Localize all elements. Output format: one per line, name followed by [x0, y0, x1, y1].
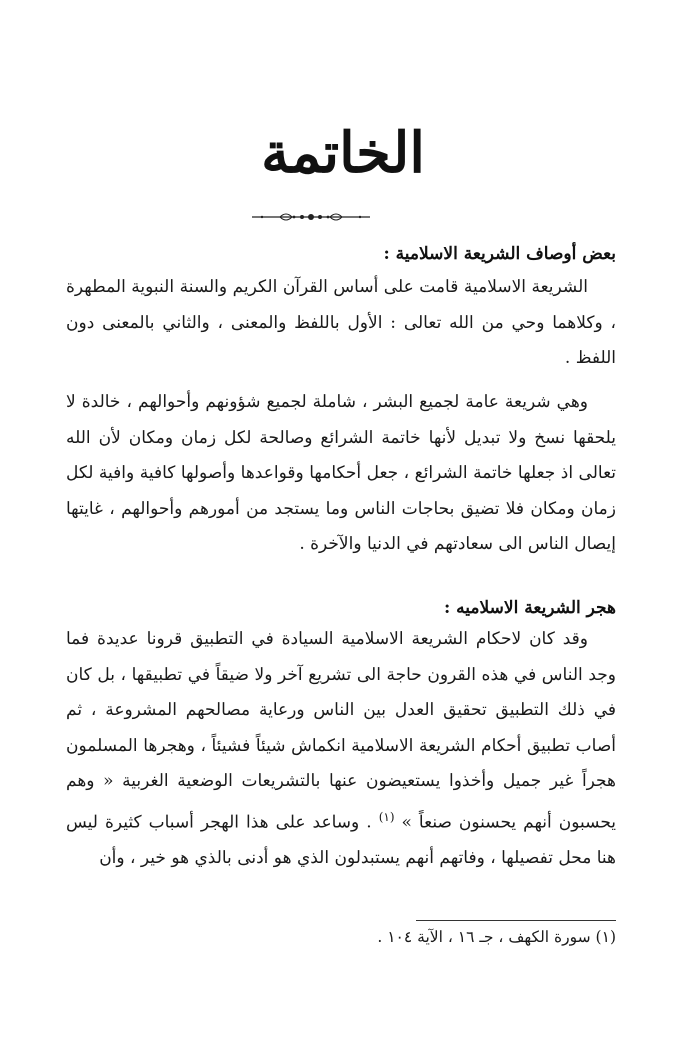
- paragraph-abandonment-text-b: . وساعد على هذا الهجر أسباب كثيرة ليس هنا محل تفصيلها ، وفاتهم أنهم يستبدلون الذي هو أدنى بالذي هو خير ، وأن: [66, 812, 616, 868]
- section-heading-abandonment: هجر الشريعة الاسلاميه :: [443, 598, 616, 618]
- paragraph-foundation: الشريعة الاسلامية قامت على أساس القرآن الكريم والسنة النبوية المطهرة ، وكلاهما وحي من الله تعالى : الأول باللفظ والمعنى ، والثاني بالمعنى دون اللفظ .: [66, 277, 616, 368]
- title-block: [0, 118, 686, 188]
- paragraph-abandonment: [66, 622, 616, 876]
- footnote-divider: [416, 920, 616, 921]
- paragraph-universality: وهي شريعة عامة لجميع البشر ، شاملة لجميع شؤونهم وأحوالهم ، خالدة لا يلحقها نسخ ولا تبديل لأنها خاتمة الشرائع وصالحة لكل زمان ومكان لأن الله تعالى اذ جعلها خاتمة الشرائع ، جعل أحكامها وقواعدها وأصولها كافية وافية لكل زمان ومكان فلا تضيق بحاجات الناس وما يستجد من أمورهم وأحوالهم ، غايتها إيصال الناس الى سعادتهم في الدنيا والآخرة .: [66, 392, 616, 554]
- footnote: (١) سورة الكهف ، جـ ١٦ ، الآية ١٠٤ .: [377, 928, 616, 946]
- page-title: الخاتمة: [261, 120, 425, 186]
- paragraph-abandonment-text-a: وقد كان لاحكام الشريعة الاسلامية السيادة في التطبيق قرونا عديدة فما وجد الناس في هذه القرون حاجة الى تشريع آخر ولا ضيقاً في تطبيقها ، بل كان في ذلك التطبيق تحقيق العدل بين الناس ورعاية مصالحهم المشروعة ، ثم أصاب تطبيق أحكام الشريعة الاسلامية انكماش شيئاً فشيئاً ، وهجرها المسلمون هجراً غير جميل وأخذوا يستعيضون عنها بالتشريعات الوضعية الغربية « وهم يحسبون أنهم يحسنون صنعاً »: [66, 629, 617, 833]
- section-heading-features: بعض أوصاف الشريعة الاسلامية :: [383, 244, 616, 264]
- decorative-divider-icon: [250, 208, 372, 226]
- footnote-reference: (١): [378, 809, 395, 824]
